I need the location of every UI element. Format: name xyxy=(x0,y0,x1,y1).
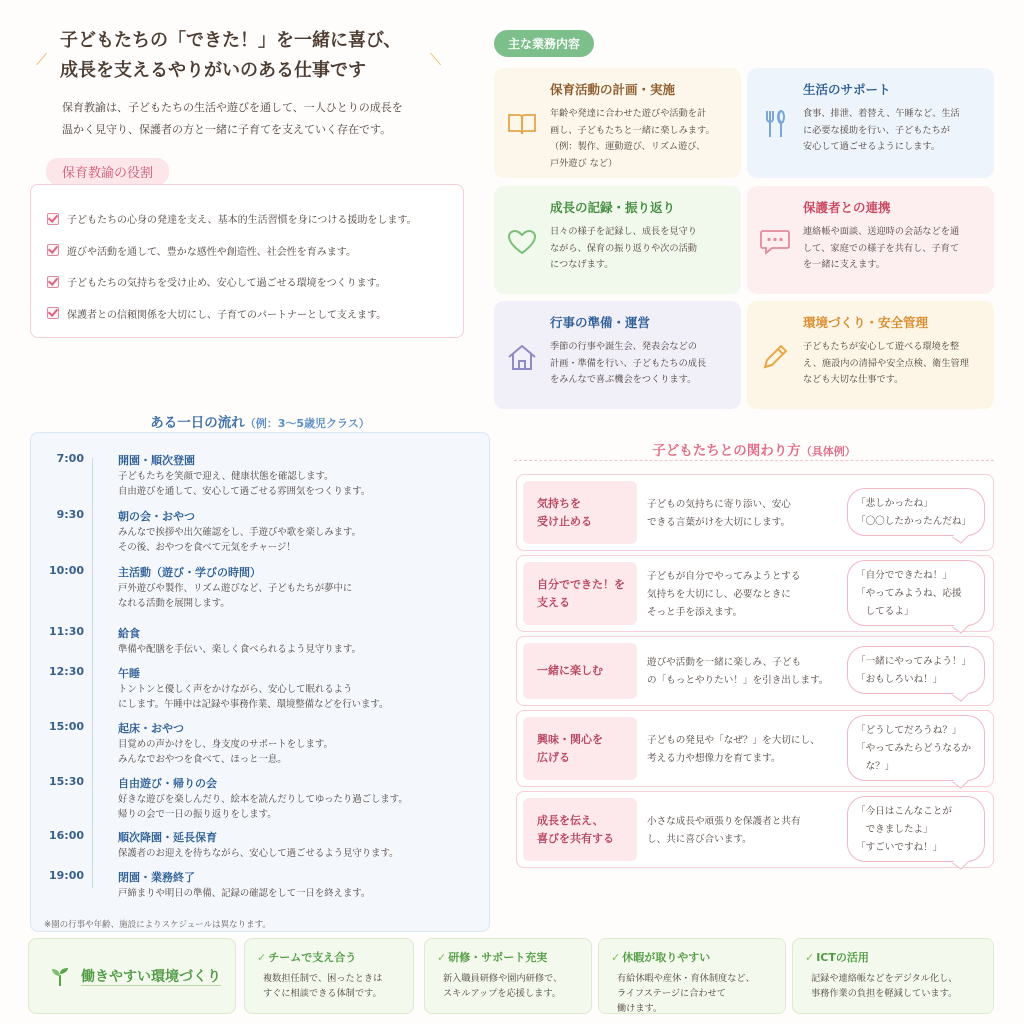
footer-feature-title-text: 研修・サポート充実 xyxy=(448,951,548,964)
duty-card-text: 季節の行事や誕生会、発表会などの 計画・準備を行い、子どもたちの成長 をみんなで喜ぶ機会をつくります。 xyxy=(550,341,707,385)
schedule-description: 目覚めの声かけをし、身支度のサポートをします。 みんなでおやつを食べて、ほっと一息。 xyxy=(118,739,333,765)
footer-feature-card xyxy=(598,938,786,1014)
duty-card-text: 連絡帳や面談、送迎時の会話などを通 して、家庭での様子を共有し、子育て を一緒に支えます。 xyxy=(803,226,960,270)
duty-card xyxy=(494,301,741,409)
schedule-description: 好きな遊びを楽しんだり、絵本を読んだりしてゆったり過ごします。 帰りの会で一日の振り返りをします。 xyxy=(118,794,408,820)
duty-card-text: 日々の様子を記録し、成長を見守り ながら、保育の振り返りや次の活動 につなげます。 xyxy=(550,226,697,270)
schedule-time: 15:30 xyxy=(48,775,84,788)
role-item: 子どもたちの気持ちを受け止め、安心して過ごせる環境をつくります。 xyxy=(47,266,447,298)
book-icon xyxy=(506,108,538,140)
interaction-row xyxy=(516,474,994,551)
sprout-icon xyxy=(49,965,71,987)
footer-feature-text: 複数担任制で、困ったときは すぐに相談できる体制です。 xyxy=(263,973,383,999)
interaction-row xyxy=(516,710,994,787)
sparkle-left-icon: ⟋ xyxy=(36,50,48,69)
interaction-label: 気持ちを 受け止める xyxy=(523,481,637,544)
duty-card-text: 食事、排泄、着替え、午睡など、生活 に必要な援助を行い、子どもたちが 安心して過ごせるようにします。 xyxy=(803,108,960,152)
footer-feature-card xyxy=(792,938,994,1014)
duty-card-title: 環境づくり・安全管理 xyxy=(803,315,929,330)
schedule-activity: 起床・おやつ xyxy=(118,722,184,735)
interaction-description: 子どもの発見や「なぜ？」を大切にし、 考える力や想像力を育てます。 xyxy=(647,735,820,764)
checkbox-icon xyxy=(47,307,59,319)
schedule-note: ※園の行事や年齢、施設によりスケジュールは異なります。 xyxy=(44,920,271,930)
interaction-row xyxy=(516,555,994,632)
schedule-time: 10:00 xyxy=(48,564,84,577)
duty-card-text: 年齢や発達に合わせた遊びや活動を計 画し、子どもたちと一緒に楽しみます。 （例：製作、運動遊び、リズム遊び、 戸外遊び など） xyxy=(550,108,715,169)
duty-card-title: 保護者との連携 xyxy=(803,200,891,215)
duty-card xyxy=(747,301,994,409)
schedule-description: みんなで挨拶や出欠確認をし、手遊びや歌を楽しみます。 その後、おやつを食べて元気をチャージ！ xyxy=(118,527,362,553)
footer-feature-text: 記録や連絡帳などをデジタル化し、 事務作業の負担を軽減しています。 xyxy=(811,973,958,999)
duty-card xyxy=(747,186,994,294)
duty-card xyxy=(494,68,741,178)
heart-icon xyxy=(506,226,538,258)
schedule-activity: 午睡 xyxy=(118,667,140,680)
speech-bubble: 「悲しかったね」 「〇〇したかったんだね」 xyxy=(847,488,985,536)
role-item: 遊びや活動を通して、豊かな感性や創造性、社会性を育みます。 xyxy=(47,235,447,267)
schedule-description: 保護者のお迎えを待ちながら、安心して過ごせるよう見守ります。 xyxy=(118,848,399,859)
duties-section-title: 主な業務内容 xyxy=(494,30,594,57)
interaction-row xyxy=(516,636,994,706)
footer-feature-title-text: 休暇が取りやすい xyxy=(622,951,711,964)
schedule-activity: 給食 xyxy=(118,627,140,640)
schedule-time: 12:30 xyxy=(48,665,84,678)
interaction-description: 子どもの気持ちに寄り添い、安心 できる言葉がけを大切にします。 xyxy=(647,499,791,528)
schedule-time: 16:00 xyxy=(48,829,84,842)
duty-card-title: 成長の記録・振り返り xyxy=(550,200,676,215)
interaction-description: 遊びや活動を一緒に楽しみ、子ども の「もっとやりたい！」を引き出します。 xyxy=(647,657,829,686)
schedule-time: 11:30 xyxy=(48,625,84,638)
duty-card-text: 子どもたちが安心して遊べる環境を整 え、施設内の清掃や安全点検、衛生管理 なども大切な仕事です。 xyxy=(803,341,969,385)
checkbox-icon xyxy=(47,244,59,256)
headline-line-1: 子どもたちの「できた！」を一緒に喜び、 xyxy=(60,30,402,51)
interaction-label: 成長を伝え、 喜びを共有する xyxy=(523,798,637,861)
duty-card-title: 行事の準備・運営 xyxy=(550,315,651,330)
role-item: 子どもたちの心身の発達を支え、基本的生活習慣を身につける援助をします。 xyxy=(47,203,447,235)
timeline-line xyxy=(92,458,93,888)
footer-feature-title xyxy=(437,949,547,965)
schedule-activity: 主活動（遊び・学びの時間） xyxy=(118,566,261,579)
interaction-label: 自分でできた！を 支える xyxy=(523,562,637,625)
schedule-activity: 朝の会・おやつ xyxy=(118,510,195,523)
footer-feature-text: 有給休暇や産休・育休制度など、 ライフステージに合わせて 働けます。 xyxy=(617,973,755,1014)
schedule-activity: 開園・順次登園 xyxy=(118,454,195,467)
intro-text: 保育教諭は、子どもたちの生活や遊びを通して、一人ひとりの成長を 温かく見守り、保護者の方と一緒に子育てを支えていく存在です。 xyxy=(62,101,403,136)
checkbox-icon xyxy=(47,213,59,225)
schedule-description: 戸締まりや明日の準備、記録の確認をして一日を終えます。 xyxy=(118,888,371,899)
footer-feature-card xyxy=(244,938,414,1014)
schedule-activity: 自由遊び・帰りの会 xyxy=(118,777,217,790)
schedule-activity: 順次降園・延長保育 xyxy=(118,831,217,844)
footer-main-card xyxy=(28,938,236,1014)
check-icon: ✓ xyxy=(805,951,815,964)
headline-line-2: 成長を支えるやりがいのある仕事です xyxy=(60,60,366,81)
duty-card xyxy=(747,68,994,178)
schedule-time: 19:00 xyxy=(48,869,84,882)
footer-feature-title xyxy=(257,949,356,965)
role-item: 保護者との信頼関係を大切にし、子育てのパートナーとして支えます。 xyxy=(47,298,447,330)
house-icon xyxy=(506,341,538,373)
schedule-activity: 閉園・業務終了 xyxy=(118,871,195,884)
chat-icon xyxy=(759,226,791,258)
interaction-description: 子どもが自分でやってみようとする 気持ちを大切にし、必要なときに そっと手を添えます。 xyxy=(647,571,801,618)
footer-feature-title-text: ICTの活用 xyxy=(816,951,869,964)
footer-feature-title xyxy=(611,949,710,965)
speech-bubble: 「どうしてだろうね？」 「やってみたらどうなるか な？」 xyxy=(847,715,985,781)
footer-feature-text: 新入職員研修や園内研修で、 スキルアップを応援します。 xyxy=(443,973,563,999)
duty-card-title: 生活のサポート xyxy=(803,82,891,97)
divider xyxy=(514,460,994,461)
speech-bubble: 「今日はこんなことが できましたよ」 「すごいですね！」 xyxy=(847,796,985,862)
sparkle-right-icon: ⟍ xyxy=(430,50,442,69)
role-section-title: 保育教諭の役割 xyxy=(46,158,169,185)
interaction-label: 興味・関心を 広げる xyxy=(523,717,637,780)
duty-card-title: 保育活動の計画・実施 xyxy=(550,82,676,97)
speech-bubble: 「一緒にやってみよう！」 「おもしろいね！」 xyxy=(847,646,985,694)
cutlery-icon xyxy=(759,108,791,140)
footer-main-title: 働きやすい環境づくり xyxy=(81,969,221,985)
pencil-icon xyxy=(759,341,791,373)
check-icon: ✓ xyxy=(257,951,267,964)
schedule-description: 子どもたちを笑顔で迎え、健康状態を確認します。 自由遊びを通して、安心して過ごせる雰囲気をつくります。 xyxy=(118,471,371,497)
duty-card xyxy=(494,186,741,294)
checkbox-icon xyxy=(47,276,59,288)
check-icon: ✓ xyxy=(437,951,447,964)
footer-feature-title xyxy=(805,949,869,965)
schedule-description: 戸外遊びや製作、リズム遊びなど、子どもたちが夢中に なれる活動を展開します。 xyxy=(118,583,353,609)
footer-feature-card xyxy=(424,938,592,1014)
speech-bubble: 「自分でできたね！」 「やってみようね、応援 してるよ」 xyxy=(847,560,985,626)
schedule-description: トントンと優しく声をかけながら、安心して眠れるよう にします。午睡中は記録や事務作業、環境整備などを行います。 xyxy=(118,684,389,710)
interaction-description: 小さな成長や頑張りを保護者と共有 し、共に喜び合います。 xyxy=(647,816,801,845)
interaction-title: 子どもたちとの関わり方（具体例） xyxy=(652,443,856,459)
interaction-row xyxy=(516,791,994,868)
schedule-time: 15:00 xyxy=(48,720,84,733)
role-list xyxy=(30,184,464,338)
footer-feature-title-text: チームで支え合う xyxy=(268,951,357,964)
schedule-time: 7:00 xyxy=(56,452,84,465)
check-icon: ✓ xyxy=(611,951,621,964)
schedule-time: 9:30 xyxy=(56,508,84,521)
schedule-title: ある一日の流れ（例：3〜5歳児クラス） xyxy=(150,415,370,431)
interaction-label: 一緒に楽しむ xyxy=(523,643,637,699)
headline xyxy=(36,26,460,86)
schedule-description: 準備や配膳を手伝い、楽しく食べられるよう見守ります。 xyxy=(118,644,362,655)
